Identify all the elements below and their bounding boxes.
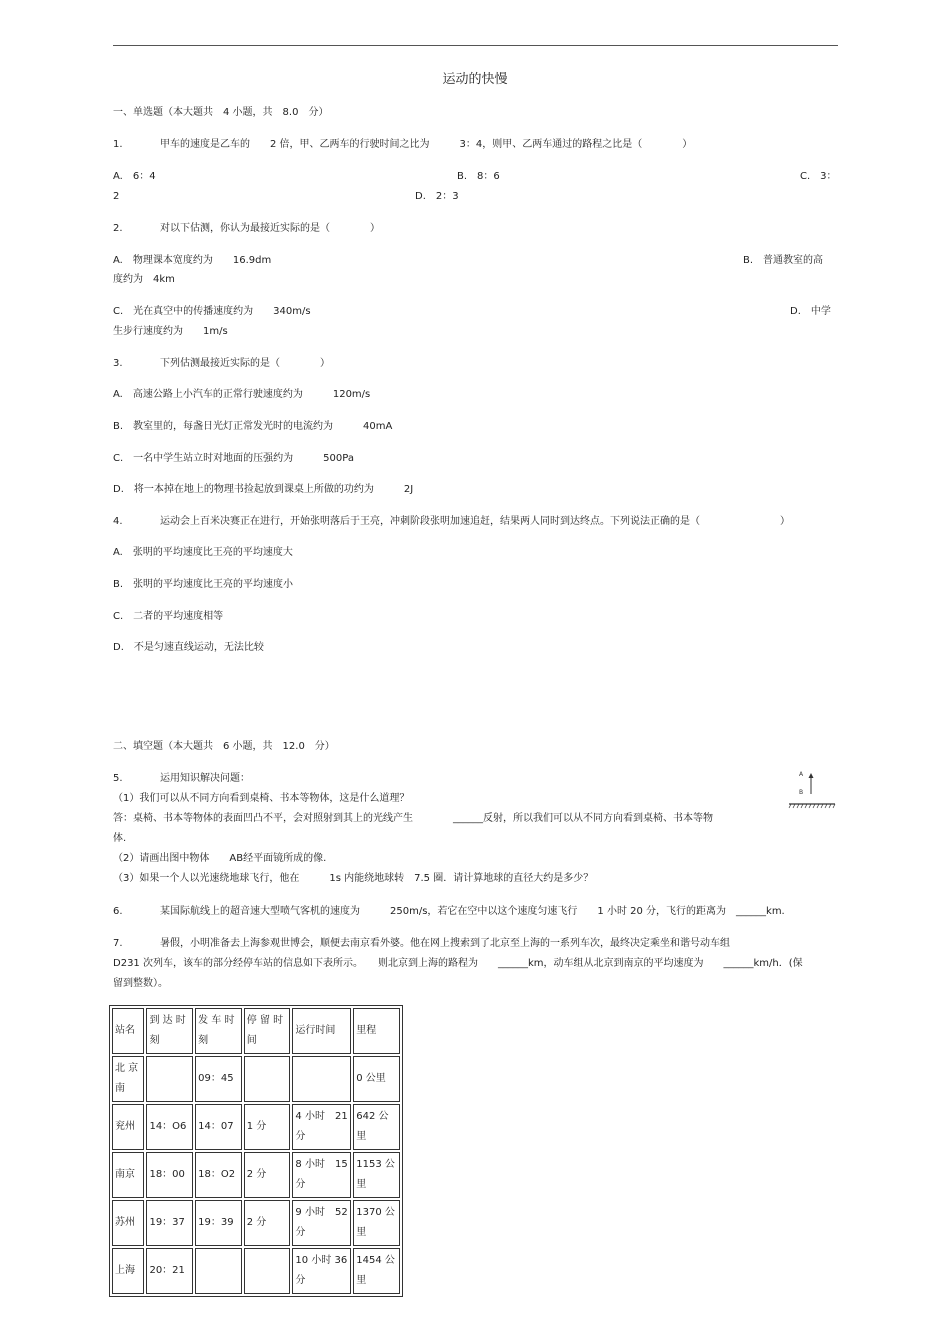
object-arrow-head [809,773,814,778]
table-cell: 4 小时 21 分 [292,1104,351,1150]
table-cell: 2 分 [244,1152,291,1198]
q5-line-3: 体. [113,833,127,844]
q3-number: 3. [113,358,123,369]
table-cell: 0 公里 [353,1056,400,1102]
q1-stem: 甲车的速度是乙车的 2 倍，甲、乙两车的行驶时间之比为 3：4，则甲、乙两车通过的路程之比是（ ） [160,139,693,150]
q4-option-d: D. 不是匀速直线运动，无法比较 [113,642,264,653]
table-cell: 1153 公里 [353,1152,400,1198]
table-cell: 18：00 [146,1152,193,1198]
q5-number: 5. [113,773,123,784]
q3-option-c: C. 一名中学生站立时对地面的压强约为 500Pa [113,453,354,464]
header-cell: 里程 [353,1008,400,1054]
q2-option-b-cont: 度约为 4km [113,274,175,285]
q1-option-c-cont: 2 [113,191,120,202]
q1-number: 1. [113,139,123,150]
top-rule [113,45,838,46]
table-header-row [112,1008,400,1054]
q2-option-a: A. 物理课本宽度约为 16.9dm [113,255,272,266]
section1-header: 一、单选题（本大题共 4 小题，共 8.0 分） [113,107,329,118]
q3-option-d: D. 将一本掉在地上的物理书捡起放到课桌上所做的功约为 2J [113,484,414,495]
q5-line-2: 答：桌椅、书本等物体的表面凹凸不平，会对照射到其上的光线产生 ______反射，所以我们可以从不同方向看到桌椅、书本等物 [113,813,713,824]
q2-option-d-cont: 生步行速度约为 1m/s [113,326,228,337]
table-cell: 19：37 [146,1200,193,1246]
q4-option-c: C. 二者的平均速度相等 [113,611,224,622]
q7-line-1: 暑假，小明准备去上海参观世博会，顺便去南京看外婆。他在网上搜索到了北京至上海的一系列车次，最终决定乘坐和谐号动车组 [160,938,730,949]
q5-line-1: （1）我们可以从不同方向看到桌椅、书本等物体，这是什么道理？ [113,793,410,804]
table-cell [244,1248,291,1294]
table-cell: 09：45 [195,1056,242,1102]
table-row [112,1200,400,1246]
table-cell: 上海 [112,1248,144,1294]
q2-option-b: B. 普通教室的高 [743,255,824,266]
q1-option-c: C. 3： [800,171,837,182]
table-cell: 苏州 [112,1200,144,1246]
q3-option-b: B. 教室里的，每盏日光灯正常发光时的电流约为 40mA [113,421,393,432]
table-cell: 1 分 [244,1104,291,1150]
table-cell: 8 小时 15 分 [292,1152,351,1198]
table-cell: 北 京 南 [112,1056,144,1102]
table-cell: 9 小时 52 分 [292,1200,351,1246]
q4-option-a: A. 张明的平均速度比王亮的平均速度大 [113,547,293,558]
table-cell [292,1056,351,1102]
table-cell: 1370 公里 [353,1200,400,1246]
table-cell: 20：21 [146,1248,193,1294]
table-cell [195,1248,242,1294]
q5-stem: 运用知识解决问题： [160,773,250,784]
q5-line-4: （2）请画出图中物体 AB经平面镜所成的像. [113,853,327,864]
table-cell: 19：39 [195,1200,242,1246]
table-cell: 兖州 [112,1104,144,1150]
table-cell: 14：O6 [146,1104,193,1150]
q2-stem: 对以下估测，你认为最接近实际的是（ ） [160,223,380,234]
table-cell: 南京 [112,1152,144,1198]
table-cell: 642 公里 [353,1104,400,1150]
q5-line-5: （3）如果一个人以光速绕地球飞行，他在 1s 内能绕地球转 7.5 圈．请计算地球的直径大约是多少？ [113,873,594,884]
header-cell: 到 达 时刻 [146,1008,193,1054]
q1-option-b: B. 8：6 [457,171,500,182]
mirror-diagram [786,768,836,812]
header-cell: 发 车 时刻 [195,1008,242,1054]
q7-number: 7. [113,938,123,949]
q7-line-3: 留到整数）。 [113,978,168,989]
q4-stem: 运动会上百米决赛正在进行，开始张明落后于王亮，冲刺阶段张明加速追赶，结果两人同时到达终点。下列说法正确的是（ ） [160,516,790,527]
q3-stem: 下列估测最接近实际的是（ ） [160,358,330,369]
table-cell [244,1056,291,1102]
fig-label-a: A [799,771,804,778]
table-cell: 18：O2 [195,1152,242,1198]
q2-option-d: D. 中学 [790,306,831,317]
q6-number: 6. [113,906,123,917]
table-cell [146,1056,193,1102]
q7-line-2: D231 次列车，该车的部分经停车站的信息如下表所示。 则北京到上海的路程为 ______km，动车组从北京到南京的平均速度为 ______km/h．(保 [113,958,803,969]
q6-stem: 某国际航线上的超音速大型喷气客机的速度为 250m/s，若它在空中以这个速度匀速飞行 1 小时 20 分，飞行的距离为 ______km. [160,906,785,917]
table-row [112,1104,400,1150]
q2-number: 2. [113,223,123,234]
table-row [112,1248,400,1294]
table-cell: 10 小时 36 分 [292,1248,351,1294]
section2-header: 二、填空题（本大题共 6 小题，共 12.0 分） [113,741,335,752]
header-cell: 站名 [112,1008,144,1054]
table-cell: 14：07 [195,1104,242,1150]
q2-option-c: C. 光在真空中的传播速度约为 340m/s [113,306,311,317]
q3-option-a: A. 高速公路上小汽车的正常行驶速度约为 120m/s [113,389,371,400]
table-row [112,1056,400,1102]
fig-label-b: B [799,789,804,796]
q4-option-b: B. 张明的平均速度比王亮的平均速度小 [113,579,294,590]
table-cell: 1454 公里 [353,1248,400,1294]
header-cell: 停 留 时间 [244,1008,291,1054]
q1-option-a: A. 6：4 [113,171,156,182]
table-row [112,1152,400,1198]
table-cell: 2 分 [244,1200,291,1246]
page-title: 运动的快慢 [442,72,508,87]
q4-number: 4. [113,516,123,527]
header-cell: 运行时间 [292,1008,351,1054]
q1-option-d: D. 2：3 [415,191,459,202]
train-schedule-table [109,1005,403,1297]
